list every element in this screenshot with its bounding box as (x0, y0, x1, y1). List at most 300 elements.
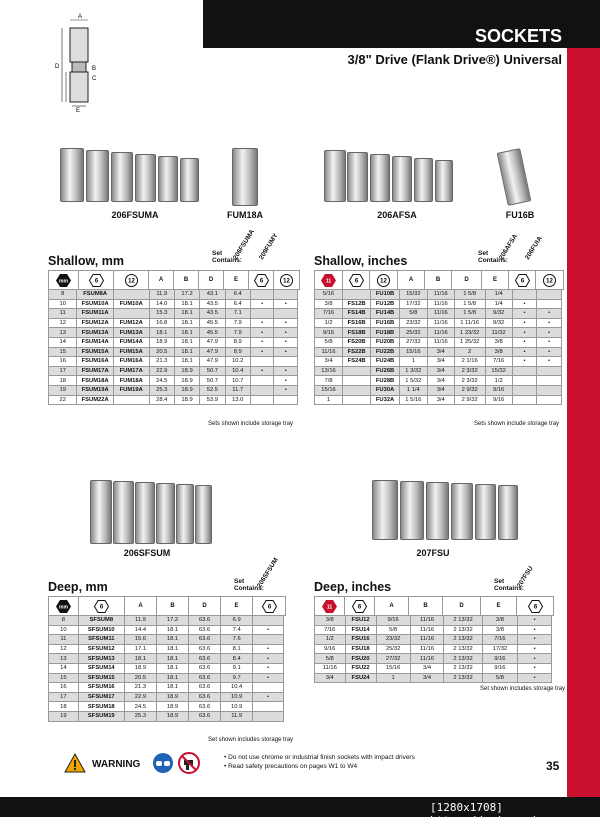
table-cell: 43.5 (200, 309, 225, 319)
table-cell: 2 13/32 (444, 635, 482, 645)
table-cell: 2 9/32 (454, 395, 485, 405)
dim-label-e: E (76, 108, 81, 114)
table-cell: 45.5 (200, 318, 225, 328)
table-cell: 7/16 (315, 625, 346, 635)
svg-text:6: 6 (267, 604, 271, 610)
table-cell: FUM17A (113, 366, 149, 376)
table-cell: 18.9 (124, 663, 156, 673)
svg-text:6: 6 (94, 278, 98, 284)
table-cell: 14.0 (149, 299, 174, 309)
table-row (49, 290, 298, 300)
table-cell: FU24B (371, 357, 400, 367)
table-cell: 2 3/32 (454, 376, 485, 386)
table-row (49, 702, 284, 712)
table-row (49, 299, 298, 309)
table-cell: • (253, 692, 284, 702)
table-row (315, 616, 552, 626)
table-header-row (314, 270, 564, 290)
table-cell: 17/32 (482, 644, 518, 654)
table-cell: 9/16 (315, 644, 346, 654)
table-cell: 18.1 (156, 644, 188, 654)
dim-label-d: D (55, 64, 60, 70)
set-column-12 (274, 271, 299, 289)
table-cell: 9/16 (485, 395, 512, 405)
table-cell (512, 385, 537, 395)
table-cell: FSU24 (345, 673, 376, 683)
table-row (49, 625, 284, 635)
table-cell: • (537, 337, 562, 347)
table-cell: FSU14 (345, 625, 376, 635)
table-cell: 12 (49, 644, 79, 654)
table-cell: FSU20 (345, 654, 376, 664)
table-cell: • (253, 625, 284, 635)
table-row (49, 318, 298, 328)
photo-206afsa (322, 144, 472, 206)
table-cell: FSUM10A (77, 299, 113, 309)
twelve-point-header (370, 271, 398, 289)
table-cell: • (250, 318, 274, 328)
storage-tray-note: Set shown includes storage tray (208, 737, 294, 743)
table-cell: 63.6 (189, 663, 221, 673)
table-row (49, 395, 298, 405)
table-cell: 7/16 (315, 309, 343, 319)
table-cell: 7.9 (225, 318, 250, 328)
table-cell (253, 702, 284, 712)
table-row (315, 644, 552, 654)
table-cell: 11/32 (485, 328, 512, 338)
column-header-a: A (149, 271, 174, 289)
table-cell: 7/16 (482, 635, 518, 645)
table-cell: 2 9/32 (454, 385, 485, 395)
table-cell (343, 385, 371, 395)
table-cell: • (250, 299, 274, 309)
table-cell: 11/16 (410, 654, 444, 664)
table-cell (537, 299, 562, 309)
svg-text:6: 6 (533, 604, 537, 610)
table-cell: 3/4 (427, 385, 454, 395)
table-cell: 11.7 (225, 385, 250, 395)
table-cell: • (512, 309, 537, 319)
table-cell: FSUM19A (77, 385, 113, 395)
table-cell (250, 385, 274, 395)
section-title-shallow-mm: Shallow, mm (48, 254, 124, 268)
table-cell: 21.3 (149, 357, 174, 367)
table-cell: 1/2 (315, 635, 346, 645)
table-cell: SFSUM13 (78, 654, 124, 664)
table-cell: 18.1 (156, 654, 188, 664)
table-cell: 1 5/8 (454, 299, 485, 309)
table-cell: 1/2 (315, 318, 343, 328)
table-cell: FUM12A (113, 318, 149, 328)
table-cell: 11 (49, 635, 79, 645)
table-cell: 5/16 (315, 290, 343, 300)
table-cell: FSUM18A (77, 376, 113, 386)
svg-text:12: 12 (127, 278, 135, 284)
table-cell: 5/8 (400, 309, 428, 319)
table-cell: 3/4 (427, 347, 454, 357)
table-cell: 1 (315, 395, 343, 405)
table-cell: FU22B (371, 347, 400, 357)
table-cell: FSU16 (345, 635, 376, 645)
table-cell: FSUM22A (77, 395, 113, 405)
storage-tray-note: Set shown includes storage tray (480, 686, 566, 692)
svg-text:12: 12 (546, 278, 553, 284)
table-cell: 3/4 (315, 357, 343, 367)
table-cell: 17 (49, 692, 79, 702)
deep-mm-table (48, 615, 284, 722)
table-cell: 63.6 (189, 683, 221, 693)
table-cell (343, 290, 371, 300)
table-cell (274, 290, 298, 300)
table-cell: • (512, 328, 537, 338)
table-cell: 23/32 (400, 318, 428, 328)
table-cell: FU14B (371, 309, 400, 319)
table-cell: FUM13A (113, 328, 149, 338)
table-cell (537, 366, 562, 376)
table-cell: 63.6 (189, 625, 221, 635)
table-cell: FUM14A (113, 337, 149, 347)
table-cell: 3/4 (315, 673, 346, 683)
warning-bullet-1: • Do not use chrome or industrial finish sockets with impact drivers (224, 754, 415, 761)
table-cell: 11.9 (221, 711, 253, 721)
table-cell: 3/4 (427, 376, 454, 386)
table-cell: 20.5 (149, 347, 174, 357)
table-cell: 5/8 (376, 625, 410, 635)
table-row (315, 385, 562, 395)
set-contains-label: Set Contains: (212, 250, 242, 264)
table-cell: 10.4 (225, 366, 250, 376)
safety-glasses-icon (152, 752, 174, 774)
table-cell: 13 (49, 654, 79, 664)
table-cell: 18.9 (156, 692, 188, 702)
table-cell: FSUM12A (77, 318, 113, 328)
table-header-row (48, 270, 300, 290)
caption-206fsuma: 206FSUMA (111, 210, 159, 220)
table-cell (253, 683, 284, 693)
table-cell: 1 25/32 (454, 337, 485, 347)
six-point-header (79, 271, 114, 289)
table-row (315, 318, 562, 328)
table-cell: • (518, 644, 552, 654)
table-cell: 10.2 (225, 357, 250, 367)
table-cell: SFSUM11 (78, 635, 124, 645)
table-row (49, 385, 298, 395)
table-cell: FSUM16A (77, 357, 113, 367)
table-cell: 9.1 (221, 663, 253, 673)
set-contains-label: Set Contains: (494, 578, 524, 592)
warning-label: WARNING (92, 759, 141, 770)
table-cell: • (250, 337, 274, 347)
table-cell: • (274, 337, 298, 347)
table-cell: • (518, 635, 552, 645)
table-cell: 15/32 (400, 290, 428, 300)
table-cell: 18.1 (174, 328, 199, 338)
table-cell: 11/16 (427, 290, 454, 300)
table-cell: 17/32 (400, 299, 428, 309)
table-cell: 1 5/16 (400, 395, 428, 405)
table-cell: 18.1 (124, 654, 156, 664)
column-header-e: E (224, 271, 249, 289)
table-cell: • (250, 347, 274, 357)
photo-207fsu (370, 478, 530, 540)
table-cell (253, 616, 284, 626)
table-cell (250, 357, 274, 367)
column-header-b: B (157, 597, 189, 615)
table-cell: 15/16 (376, 663, 410, 673)
table-cell: 11/16 (427, 309, 454, 319)
table-cell: 47.9 (200, 337, 225, 347)
table-cell: 15/16 (400, 347, 428, 357)
svg-text:6: 6 (354, 278, 358, 284)
table-row (49, 357, 298, 367)
table-cell: 12 (49, 318, 77, 328)
table-cell: 18 (49, 702, 79, 712)
table-cell: SFSUM10 (78, 625, 124, 635)
table-cell: FU12B (371, 299, 400, 309)
table-cell: 18.1 (174, 318, 199, 328)
table-cell (537, 395, 562, 405)
table-cell: 18.1 (149, 328, 174, 338)
table-cell: 10.9 (221, 702, 253, 712)
column-header-a: A (375, 597, 409, 615)
table-cell (253, 711, 284, 721)
table-cell: • (253, 663, 284, 673)
table-cell: FUM19A (113, 385, 149, 395)
table-cell: 25.3 (124, 711, 156, 721)
table-cell: 23/32 (376, 635, 410, 645)
table-cell: 18.1 (156, 683, 188, 693)
table-cell: FU32A (371, 395, 400, 405)
table-cell: 18.9 (174, 385, 199, 395)
red-side-bar (567, 0, 600, 817)
table-cell: FS20B (343, 337, 371, 347)
table-cell: 13 (49, 328, 77, 338)
caption-fum18a: FUM18A (226, 210, 263, 220)
table-cell: • (518, 654, 552, 664)
table-cell: 1 5/8 (454, 309, 485, 319)
table-cell: 1 (400, 357, 428, 367)
size-column-header (49, 597, 79, 615)
table-row (49, 673, 284, 683)
photo-fu16b (498, 150, 538, 204)
table-cell: FSUM15A (77, 347, 113, 357)
table-cell: 17.2 (174, 290, 199, 300)
table-cell: • (274, 385, 298, 395)
table-cell (113, 290, 149, 300)
table-cell: • (274, 318, 298, 328)
table-cell: 11.9 (124, 616, 156, 626)
size-column-header (315, 271, 343, 289)
table-cell: SFSUM12 (78, 644, 124, 654)
section-title-deep-inches: Deep, inches (314, 580, 392, 594)
table-row (49, 376, 298, 386)
table-cell: • (512, 299, 537, 309)
table-cell: 3/8 (315, 299, 343, 309)
table-cell: • (253, 673, 284, 683)
table-cell: FS24B (343, 357, 371, 367)
svg-text:12: 12 (380, 278, 387, 284)
table-cell: 18.1 (174, 357, 199, 367)
table-cell: 9/16 (485, 385, 512, 395)
table-row (49, 328, 298, 338)
table-cell: • (274, 299, 298, 309)
table-cell: 25/32 (376, 644, 410, 654)
dim-label-a: A (78, 14, 83, 20)
table-row (49, 635, 284, 645)
set-contains-label: Set Contains: (234, 578, 264, 592)
table-cell: 11/16 (427, 328, 454, 338)
table-cell: 1 1/4 (400, 385, 428, 395)
photo-206fsuma (58, 142, 208, 204)
table-cell: 5/8 (315, 654, 346, 664)
table-cell: 19 (49, 711, 79, 721)
table-cell: • (512, 357, 537, 367)
table-cell: 63.6 (189, 711, 221, 721)
table-cell: • (250, 366, 274, 376)
column-header-e: E (481, 597, 517, 615)
table-cell: 9/16 (376, 616, 410, 626)
table-cell (343, 366, 371, 376)
table-header-row (314, 596, 554, 616)
table-cell: 5/8 (482, 673, 518, 683)
table-cell: 50.7 (200, 366, 225, 376)
table-cell: 25/32 (400, 328, 428, 338)
shallow-inches-table (314, 289, 562, 405)
table-cell: FS14B (343, 309, 371, 319)
table-cell: 18.9 (149, 337, 174, 347)
table-cell: 43.5 (200, 299, 225, 309)
table-row (315, 395, 562, 405)
svg-text:6: 6 (520, 278, 524, 284)
table-cell: FSUM11A (77, 309, 113, 319)
table-cell (250, 309, 274, 319)
svg-text:12: 12 (283, 278, 290, 284)
table-cell: 18.1 (174, 337, 199, 347)
set-column-12 (536, 271, 563, 289)
table-cell: FS12B (343, 299, 371, 309)
table-cell: 27/32 (376, 654, 410, 664)
table-cell: SFSUM14 (78, 663, 124, 673)
table-cell: 11/16 (410, 616, 444, 626)
table-cell (113, 395, 149, 405)
table-cell: FU18B (371, 328, 400, 338)
table-cell (250, 376, 274, 386)
table-cell: 11.9 (149, 290, 174, 300)
table-cell: 63.6 (189, 654, 221, 664)
page-number: 35 (546, 759, 560, 773)
table-row (315, 673, 552, 683)
deep-inches-table (314, 615, 552, 683)
table-row (49, 711, 284, 721)
table-cell: FU20B (371, 337, 400, 347)
table-cell: 10.9 (221, 692, 253, 702)
table-cell (253, 635, 284, 645)
table-cell: FSUM14A (77, 337, 113, 347)
table-cell: 9.7 (221, 673, 253, 683)
table-cell: 63.6 (189, 616, 221, 626)
table-cell (537, 290, 562, 300)
six-point-header (345, 597, 375, 615)
table-cell: • (537, 318, 562, 328)
table-cell: • (518, 663, 552, 673)
table-cell: SFSUM18 (78, 702, 124, 712)
table-cell (512, 395, 537, 405)
table-cell: 18.9 (174, 366, 199, 376)
table-cell: FSUM17A (77, 366, 113, 376)
table-cell: 45.5 (200, 328, 225, 338)
table-cell: 3/8 (485, 347, 512, 357)
table-cell: 18.1 (156, 625, 188, 635)
table-cell: 15 (49, 347, 77, 357)
dim-label-b: B (92, 66, 97, 72)
table-cell: 3/4 (410, 663, 444, 673)
table-cell: • (518, 616, 552, 626)
table-cell: 13.0 (225, 395, 250, 405)
table-cell (537, 376, 562, 386)
table-cell: 11/16 (427, 318, 454, 328)
column-header-e: E (221, 597, 253, 615)
table-cell: 63.6 (189, 673, 221, 683)
photo-fum18a (230, 148, 258, 206)
table-cell: 15.3 (149, 309, 174, 319)
table-cell: 7.9 (225, 328, 250, 338)
table-row (49, 692, 284, 702)
table-cell: 1/2 (485, 376, 512, 386)
table-cell: FUM18A (113, 376, 149, 386)
table-cell: 18 (49, 376, 77, 386)
table-cell: 6.4 (225, 299, 250, 309)
table-cell: 8 (49, 616, 79, 626)
set-name: 206SFSUM (256, 556, 280, 589)
table-row (315, 299, 562, 309)
table-cell: • (537, 357, 562, 367)
table-cell: • (537, 347, 562, 357)
table-cell: SFSUM19 (78, 711, 124, 721)
table-row (49, 663, 284, 673)
table-cell: 7.1 (225, 309, 250, 319)
table-row (49, 366, 298, 376)
table-cell: 16 (49, 357, 77, 367)
table-cell: 22.9 (149, 366, 174, 376)
set-name: 206AFSA (498, 233, 520, 261)
table-cell: • (512, 318, 537, 328)
svg-text:11: 11 (326, 604, 333, 610)
table-cell (512, 290, 537, 300)
page-subtitle: 3/8" Drive (Flank Drive®) Universal (347, 52, 562, 67)
shallow-mm-table (48, 289, 298, 405)
table-cell: 16.8 (149, 318, 174, 328)
table-cell: 3/8 (482, 625, 518, 635)
caption-207fsu: 207FSU (416, 548, 450, 558)
table-cell: 11/16 (315, 347, 343, 357)
table-cell: 14.4 (124, 625, 156, 635)
table-row (315, 347, 562, 357)
table-cell: 10.7 (225, 376, 250, 386)
set-name: 206FSUMA (232, 228, 257, 261)
table-header-row (48, 596, 286, 616)
table-cell: • (274, 328, 298, 338)
column-header-e: E (482, 271, 509, 289)
table-cell: 5/8 (315, 337, 343, 347)
table-cell: 2 13/32 (444, 673, 482, 683)
table-cell (537, 385, 562, 395)
dimension-diagram (52, 6, 108, 114)
table-cell: 1 3/32 (400, 366, 428, 376)
svg-text:mm: mm (59, 278, 68, 284)
table-cell: 21.3 (124, 683, 156, 693)
table-cell: FUM16A (113, 357, 149, 367)
table-row (315, 337, 562, 347)
